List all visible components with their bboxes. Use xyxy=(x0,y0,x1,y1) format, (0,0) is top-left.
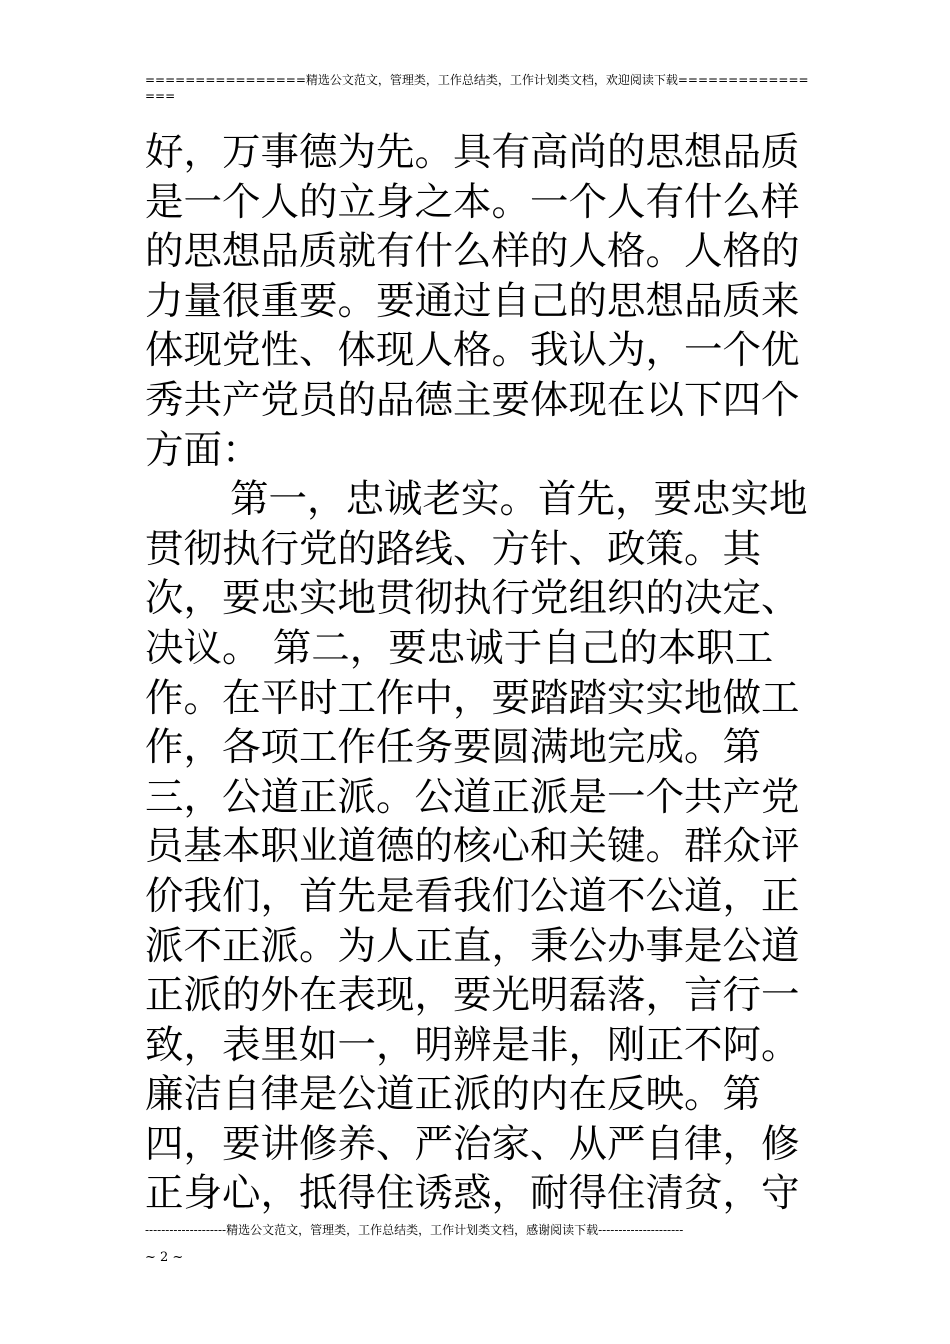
page-footer: --------------------精选公文范文，管理类，工作总结类，工作计划类文档，感谢阅读下载--------------------- xyxy=(145,1223,684,1237)
body-paragraph-2: 第一，忠诚老实。首先，要忠实地贯彻执行党的路线、方针、政策。其次，要忠实地贯彻执行党组织的决定、决议。 第二，要忠诚于自己的本职工作。在平时工作中，要踏踏实实地做工作，各项工作任务要圆满地完成。第三，公道正派。公道正派是一个共产党员基本职业道德的核心和关键。群众评价我们，首先是看我们公道不公道，正派不正派。为人正直，秉公办事是公道正派的外在表现，要光明磊落，言行一致，表里如一，明辨是非，刚正不阿。廉洁自律是公道正派的内在反映。第四，要讲修养、严治家、从严自律，修正身心，抵得住诱惑，耐得住清贫，守 xyxy=(145,477,808,1217)
page-header: ================精选公文范文，管理类，工作总结类，工作计划类文档，欢迎阅读下载================ xyxy=(145,73,809,103)
document-body xyxy=(145,128,813,1219)
page-number: ~ 2 ~ xyxy=(145,1250,184,1265)
body-paragraph-1: 好，万事德为先。具有高尚的思想品质是一个人的立身之本。一个人有什么样的思想品质就有什么样的人格。人格的力量很重要。要通过自己的思想品质来体现党性、体现人格。我认为，一个优秀共产党员的品德主要体现在以下四个方面： xyxy=(145,130,800,473)
